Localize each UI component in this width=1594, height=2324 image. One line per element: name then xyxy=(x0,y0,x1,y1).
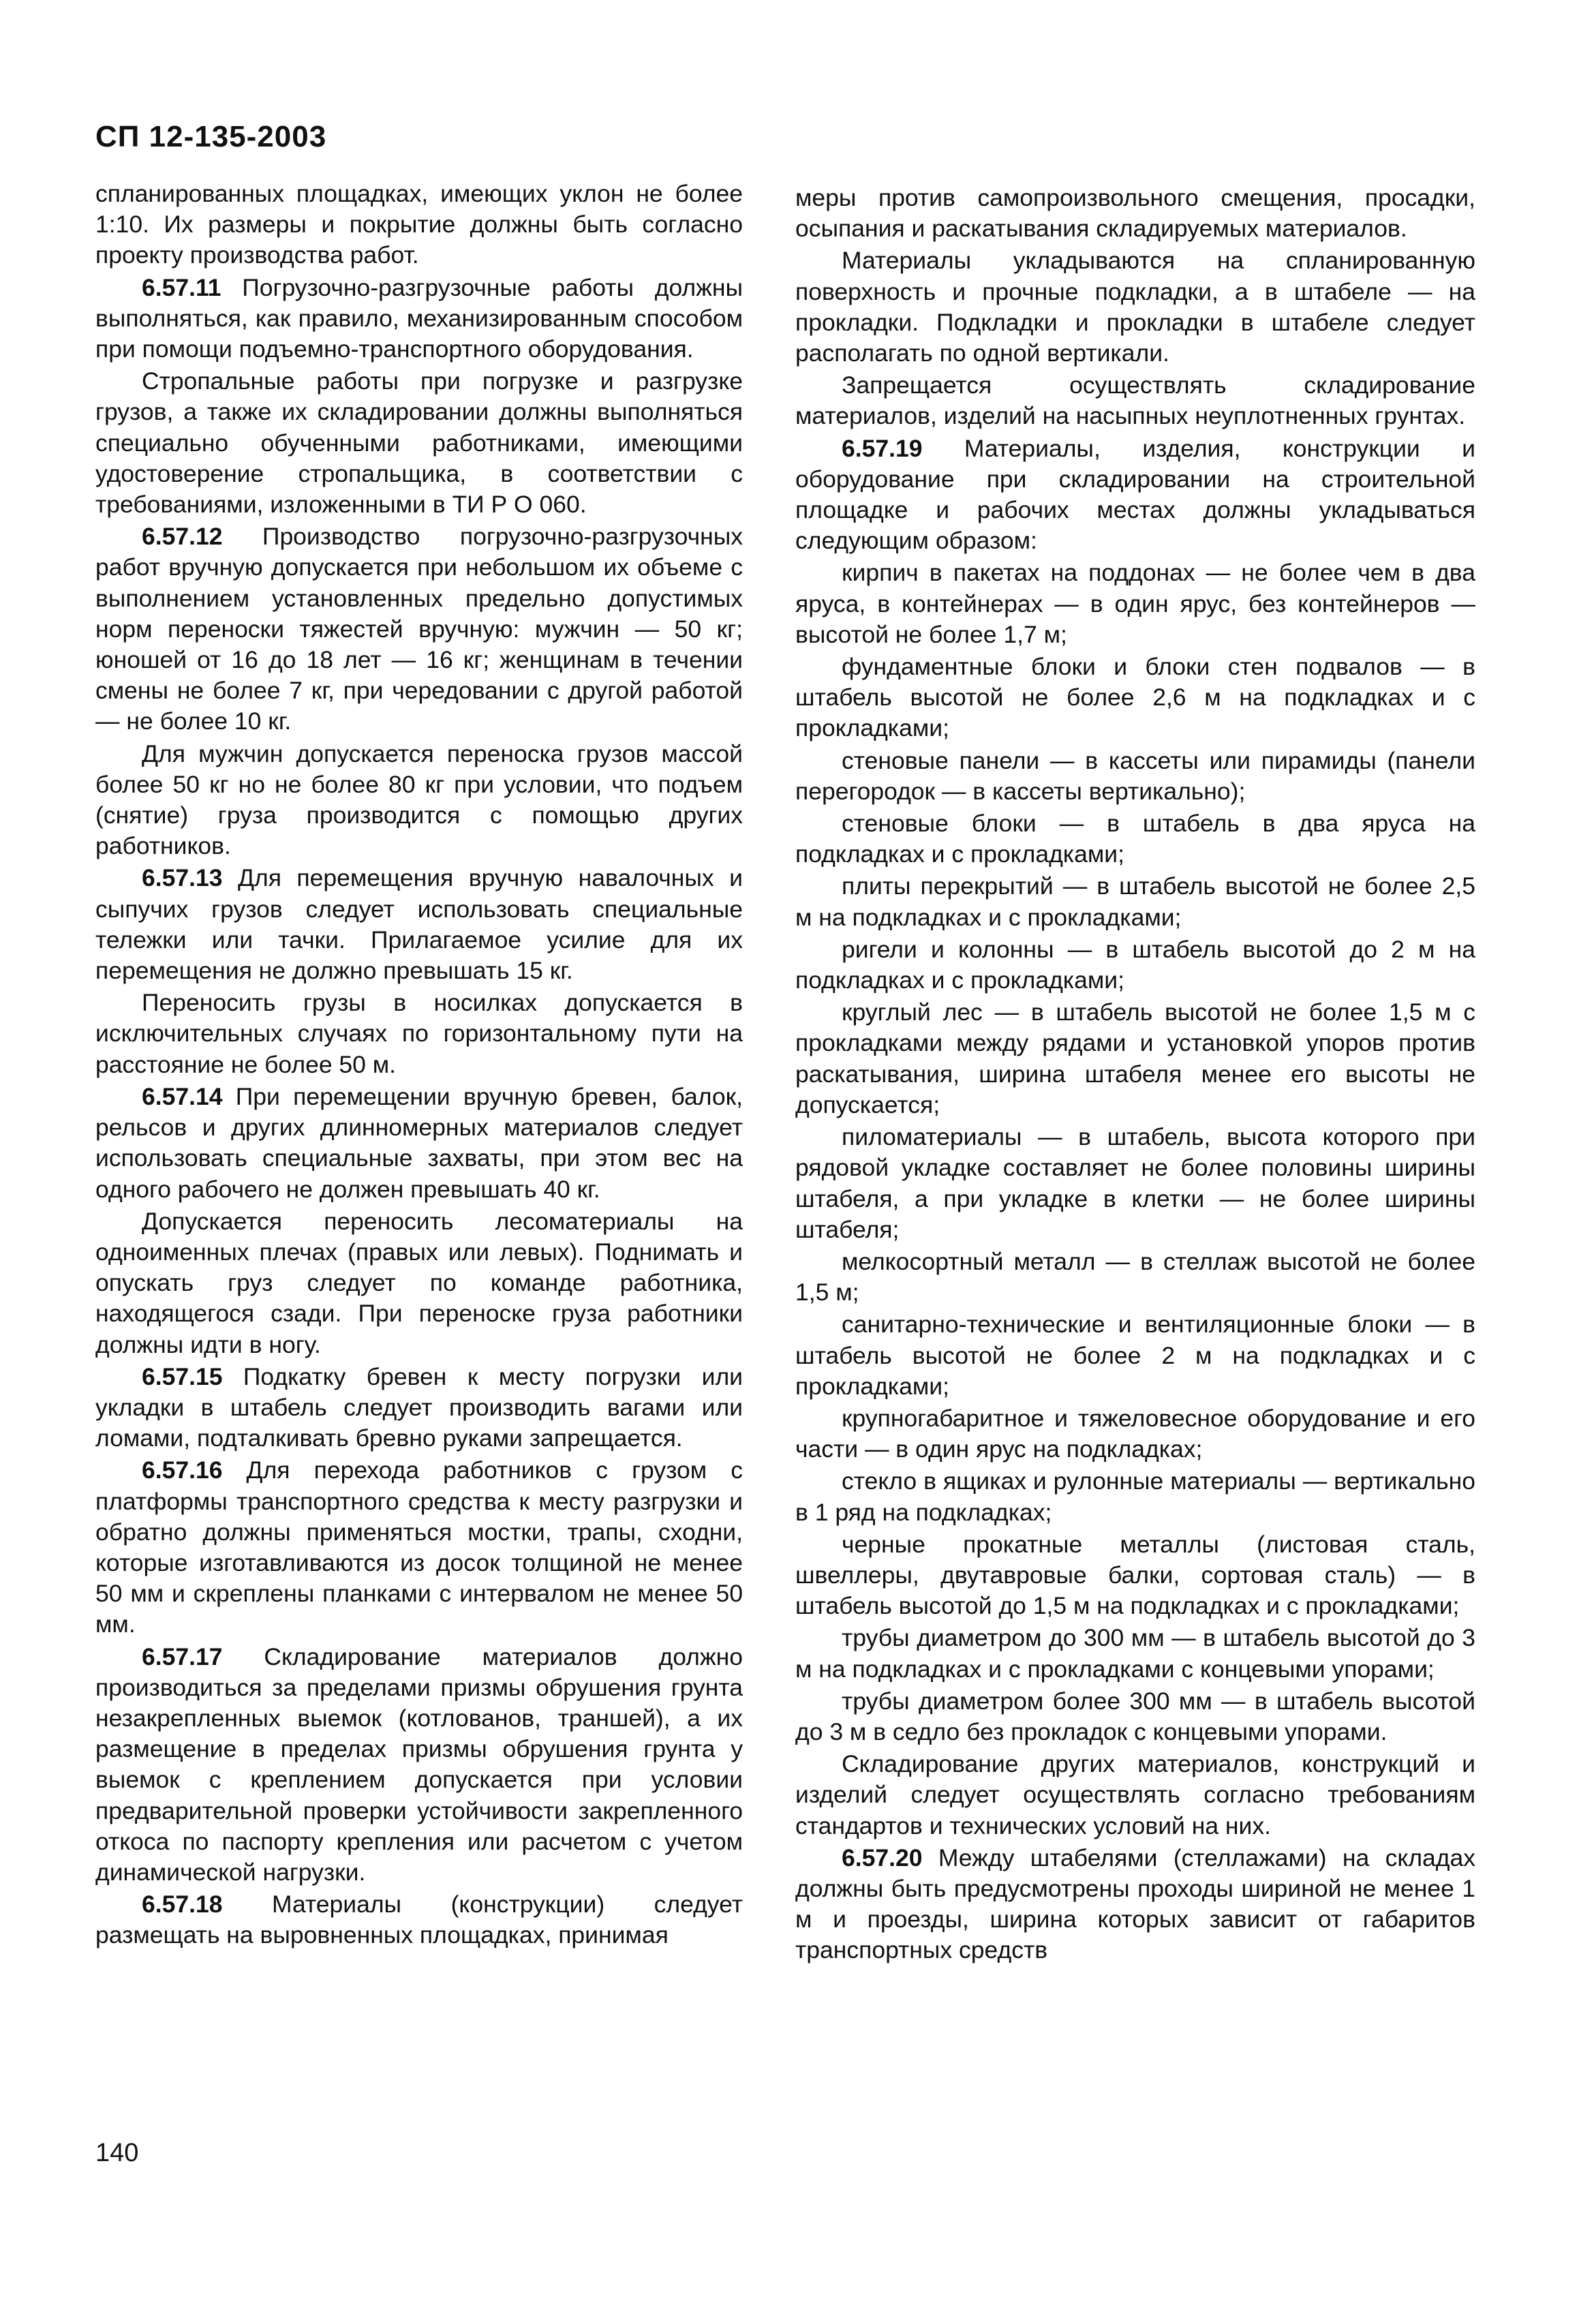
paragraph xyxy=(795,1749,1475,1841)
paragraph xyxy=(795,746,1475,807)
paragraph xyxy=(795,934,1475,996)
clause-number: 6.57.20 xyxy=(842,1844,923,1871)
paragraph-text: Производство погрузочно-разгрузочных работ вручную допускается при небольшом их объеме с выполнением установленных предельно допустимых норм переноски тяжестей вручную: мужчин — 50 кг; юношей от 16 до 18 лет — 16 кг; женщинам в течении смены не более 7 кг, при чередовании с другой работой — не более 10 кг. xyxy=(95,523,743,735)
paragraph-text: трубы диаметром до 300 мм — в штабель высотой до 3 м на подкладках и с прокладками с концевыми упорами; xyxy=(795,1624,1475,1683)
paragraph xyxy=(95,1082,743,1205)
paragraph xyxy=(95,273,743,365)
paragraph-text: меры против самопроизвольного смещения, просадки, осыпания и раскатывания складируемых материалов. xyxy=(795,184,1475,243)
paragraph-text: Между штабелями (стеллажами) на складах должны быть предусмотрены проходы шириной не менее 1 м и проезды, ширина которых зависит от габаритов транспортных средств xyxy=(795,1844,1475,1964)
paragraph xyxy=(795,1247,1475,1308)
paragraph xyxy=(95,366,743,520)
paragraph xyxy=(95,1206,743,1360)
paragraph-text: трубы диаметром более 300 мм — в штабель высотой до 3 м в седло без прокладок с концевыми упорами. xyxy=(795,1687,1475,1745)
clause-number: 6.57.12 xyxy=(142,523,223,551)
paragraph-text: черные прокатные металлы (листовая сталь, швеллеры, двутавровые балки, сортовая сталь) — в штабель высотой до 1,5 м на подкладках и с прокладками; xyxy=(795,1530,1475,1620)
clause-number: 6.57.19 xyxy=(842,434,923,462)
paragraph-text: Материалы, изделия, конструкции и оборудование при складировании на строительной площадке и рабочих местах должны укладываться следующим образом: xyxy=(795,434,1475,555)
clause-number: 6.57.11 xyxy=(142,273,221,301)
clause-number: 6.57.18 xyxy=(142,1891,223,1918)
paragraph-text: Переносить грузы в носилках допускается в исключительных случаях по горизонтальному пути на расстояние не более 50 м. xyxy=(95,989,743,1078)
paragraph-text: При перемещении вручную бревен, балок, рельсов и других длинномерных материалов следует использовать специальные захваты, при этом вес на одного рабочего не должен превышать 40 кг. xyxy=(95,1082,743,1203)
paragraph xyxy=(795,370,1475,431)
paragraph xyxy=(795,433,1475,557)
paragraph xyxy=(795,183,1475,244)
paragraph-text: кирпич в пакетах на поддонах — не более чем в два яруса, в контейнерах — в один ярус, без контейнеров — высотой не более 1,7 м; xyxy=(795,559,1475,648)
left-column xyxy=(95,179,743,1953)
paragraph-text: Для мужчин допускается переноска грузов массой более 50 кг но не более 80 кг при условии, что подъем (снятие) груза производится с помощью других работников. xyxy=(95,739,743,860)
paragraph xyxy=(95,1362,743,1454)
paragraph xyxy=(795,871,1475,932)
paragraph xyxy=(795,1623,1475,1684)
paragraph xyxy=(95,1642,743,1889)
paragraph xyxy=(795,997,1475,1120)
paragraph-text: Допускается переносить лесоматериалы на одноименных плечах (правых или левых). Поднимать и опускать груз следует по команде работника, находящегося сзади. При переноске груза работники должны идти в ногу. xyxy=(95,1207,743,1358)
paragraph xyxy=(795,652,1475,744)
paragraph-text: Складирование других материалов, конструкций и изделий следует осуществлять согласно требованиям стандартов и технических условий на них. xyxy=(795,1750,1475,1839)
paragraph-text: Подкатку бревен к месту погрузки или укладки в штабель следует производить вагами или ломами, подталкивать бревно руками запрещается. xyxy=(95,1362,743,1452)
paragraph-text: пиломатериалы — в штабель, высота которого при рядовой укладке составляет не более половины ширины штабеля, а при укладке в клетки — не более ширины штабеля; xyxy=(795,1123,1475,1243)
paragraph-text: стекло в ящиках и рулонные материалы — вертикально в 1 ряд на подкладках; xyxy=(795,1467,1475,1526)
paragraph-text: стеновые панели — в кассеты или пирамиды (панели перегородок — в кассеты вертикально); xyxy=(795,746,1475,805)
paragraph xyxy=(795,245,1475,369)
paragraph xyxy=(95,1889,743,1951)
paragraph-text: спланированных площадках, имеющих уклон не более 1:10. Их размеры и покрытие должны быть согласно проекту производства работ. xyxy=(95,180,743,269)
paragraph xyxy=(795,1843,1475,1966)
paragraph-text: плиты перекрытий — в штабель высотой не более 2,5 м на подкладках и с прокладками; xyxy=(795,872,1475,931)
paragraph xyxy=(95,863,743,986)
paragraph xyxy=(795,808,1475,870)
paragraph-text: Для перехода работников с грузом с платформы транспортного средства к месту разгрузки и обратно должны применяться мостки, трапы, сходни, которые изготавливаются из досок толщиной не менее 50 мм и скреплены планками с интервалом не менее 50 мм. xyxy=(95,1456,743,1638)
paragraph xyxy=(95,739,743,862)
paragraph-text: Стропальные работы при погрузке и разгрузке грузов, а также их складировании должны выполняться специально обученными работниками, имеющими удостоверение стропальщика, в соответствии с требованиями, изложенными в ТИ Р О 060. xyxy=(95,367,743,519)
paragraph xyxy=(95,521,743,737)
clause-number: 6.57.17 xyxy=(142,1642,223,1670)
paragraph-text: фундаментные блоки и блоки стен подвалов — в штабель высотой не более 2,6 м на подкладках и с прокладками; xyxy=(795,653,1475,742)
right-column xyxy=(795,183,1475,1968)
paragraph-text: Материалы укладываются на спланированную поверхность и прочные подкладки, а в штабеле — на прокладки. Подкладки и прокладки в штабеле следует располагать по одной вертикали. xyxy=(795,247,1475,367)
paragraph-text: круглый лес — в штабель высотой не более 1,5 м с прокладками между рядами и установкой упоров против раскатывания, ширина штабеля менее его высоты не допускается; xyxy=(795,998,1475,1118)
paragraph xyxy=(795,1309,1475,1402)
paragraph xyxy=(95,179,743,271)
paragraph-text: Складирование материалов должно производиться за пределами призмы обрушения грунта незакрепленных выемок (котлованов, траншей), а их размещение в пределах призмы обрушения грунта у выемок с креплением допускается при условии предварительной проверки устойчивости закрепленного откоса по паспорту крепления или расчетом с учетом динамической нагрузки. xyxy=(95,1642,743,1886)
paragraph xyxy=(795,557,1475,650)
paragraph xyxy=(795,1466,1475,1527)
paragraph-text: ригели и колонны — в штабель высотой до 2 м на подкладках и с прокладками; xyxy=(795,935,1475,994)
paragraph xyxy=(795,1529,1475,1622)
paragraph-text: Материалы (конструкции) следует размещать на выровненных площадках, принимая xyxy=(95,1891,743,1949)
paragraph-text: Запрещается осуществлять складирование материалов, изделий на насыпных неуплотненных грунтах. xyxy=(795,371,1475,430)
paragraph-text: мелкосортный металл — в стеллаж высотой не более 1,5 м; xyxy=(795,1247,1475,1306)
paragraph xyxy=(795,1686,1475,1747)
clause-number: 6.57.13 xyxy=(142,864,223,892)
page-number: 140 xyxy=(95,2139,139,2167)
paragraph-text: стеновые блоки — в штабель в два яруса на подкладках и с прокладками; xyxy=(795,810,1475,868)
paragraph xyxy=(795,1122,1475,1245)
clause-number: 6.57.16 xyxy=(142,1456,223,1484)
clause-number: 6.57.14 xyxy=(142,1082,223,1110)
clause-number: 6.57.15 xyxy=(142,1362,223,1390)
document-header: СП 12-135-2003 xyxy=(95,120,327,153)
paragraph xyxy=(795,1403,1475,1465)
paragraph xyxy=(95,988,743,1080)
paragraph-text: Для перемещения вручную навалочных и сыпучих грузов следует использовать специальные тележки или тачки. Прилагаемое усилие для их перемещения не должно превышать 15 кг. xyxy=(95,864,743,985)
paragraph xyxy=(95,1455,743,1640)
paragraph-text: санитарно-технические и вентиляционные блоки — в штабель высотой не более 2 м на подкладках и с прокладками; xyxy=(795,1311,1475,1400)
paragraph-text: крупногабаритное и тяжеловесное оборудование и его части — в один ярус на подкладках; xyxy=(795,1404,1475,1463)
paragraph-text: Погрузочно-разгрузочные работы должны выполняться, как правило, механизированным способом при помощи подъемно-транспортного оборудования. xyxy=(95,273,743,363)
